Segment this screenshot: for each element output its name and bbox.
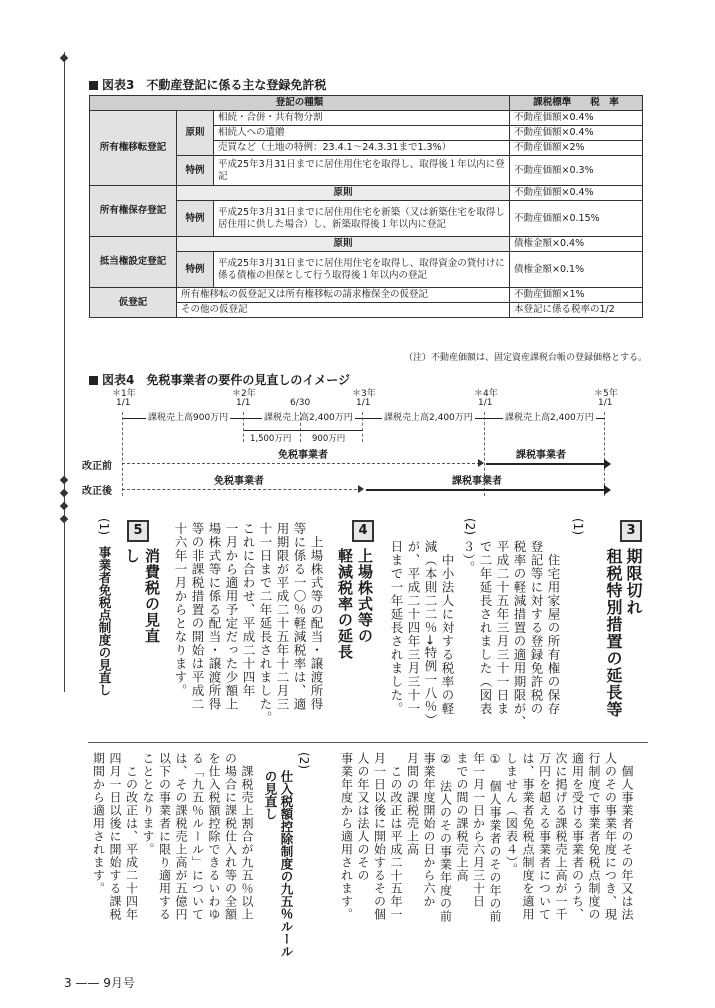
rate-preservation-special: 不動産価額×0.15%: [510, 201, 643, 237]
rate-mortgage-special: 債権金額×0.1%: [510, 252, 643, 288]
exempt-before-label: 免税事業者: [278, 450, 328, 461]
section3-para2: 中小法人に対する税率の軽 減（本則二二％→特例一八％） が、平成二十四年三月三十一 日まで一年延長されました。: [389, 540, 455, 727]
figure3-title: 図表3 不動産登記に係る主な登録免許税: [89, 76, 326, 93]
figure3-note: （注）不動産価額は、固定資産課税台帳の登録価格とする。: [404, 353, 648, 363]
section5-para2-body: 課税売上割合が九五％以上 の場合に課税仕入れ等の全額 を仕入税額控除できるいわゆ る「九五％ルール」について は、その課税売上高が五億円 以下の事業者に限り適用する こととなります。 この改正は、平成二十四年 四月一日以後に開始する課税 期間から適用されます。: [91, 752, 254, 921]
taxable-before-arrow: [604, 459, 611, 469]
taxable-after-arrow: [604, 485, 611, 495]
issue-label: 9月号: [103, 976, 135, 990]
category-mortgage: 抵当権設定登記: [90, 237, 177, 288]
section5-subtitle: 事業者免税点制度の見直し: [97, 546, 112, 696]
after-reform-label: 改正後: [82, 486, 112, 497]
tick-year5: [604, 412, 605, 496]
rate-preservation: 不動産価額×0.4%: [510, 186, 643, 201]
first-half-sales: 1,500万円: [250, 434, 292, 444]
subcat-principle: 原則: [177, 237, 510, 252]
taxable-after-line: [366, 489, 604, 491]
tick-year1: [122, 412, 123, 496]
row-mortgage-special: 平成25年3月31日までに居住用住宅を取得し、取得資金の貸付けに係る債権の担保として行う取得後１年以内の登記: [214, 252, 510, 288]
subcat-principle: 原則: [177, 111, 214, 156]
split-bracket-1: [244, 430, 300, 431]
header-kind: 登記の種類: [90, 96, 510, 111]
section4-number: 4: [352, 520, 374, 542]
subcat-special: 特例: [177, 252, 214, 288]
rate-sale: 不動産価額×2%: [510, 141, 643, 156]
section4-body: 上場株式等の配当・譲渡所得 等に係る一〇％軽減税率は、適 用期限が平成二十五年十二月三 十一日まで二年延長されました。 これに合わせ、平成二十四年 一月から適用予定だった少額上 場株式等に係る配当・譲渡所得 等の非課税措置の開始は平成二 十六年一月からとなります。: [173, 522, 324, 725]
footer-dash: ——: [75, 976, 100, 990]
row-preservation-special: 平成25年3月31日までに居住用住宅を新築（又は新築住宅を取得し居住用に供した場合）し、新築取得後１年以内に登記: [214, 201, 510, 237]
year2-label: ＊2年: [232, 389, 256, 399]
rate-transfer-special: 不動産価額×0.3%: [510, 156, 643, 186]
subcat-special: 特例: [177, 201, 214, 237]
header-rate: 課税標準 税 率: [510, 96, 643, 111]
mid-date: 6/30: [290, 398, 311, 408]
section3-number: 3: [620, 520, 642, 542]
sales-year2: 課税売上高2,400万円: [262, 410, 355, 423]
section5-number: 5: [127, 520, 149, 542]
exempt-after-line: [122, 489, 362, 490]
section5-title: 消費税の見直し: [123, 548, 161, 644]
row-transfer-special: 平成25年3月31日までに居住用住宅を取得し、取得後１年以内に登記: [214, 156, 510, 186]
year1-date: 1/1: [116, 398, 131, 408]
section5-subtitle2: 仕入税額控除制度の九五％ルールの見直し: [263, 770, 294, 958]
margin-diamond: [60, 515, 68, 523]
rate-provisional-transfer: 不動産価額×1%: [510, 288, 643, 303]
rate-mortgage: 債権金額×0.4%: [510, 237, 643, 252]
para-marker: (1): [97, 518, 111, 535]
year3-date: 1/1: [356, 398, 371, 408]
subcat-principle: 原則: [177, 186, 510, 201]
tick-year2: [243, 412, 244, 442]
taxable-before-line: [486, 463, 604, 465]
figure4-title: 図表4 免税事業者の要件の見直しのイメージ: [89, 371, 350, 388]
section5-para1-body: 個人事業者のその年又は法 人のその事業年度につき、現 行制度で事業者免税点制度の 適用を受ける事業者のうち、 次に掲げる課税売上高が一千 万円を超える事業者について は、事業者免税点制度を適用 しません（図表４）。 ① 個人事業者のその年の前 年一月一日から六月三十日 までの間の課税売上高 ② 法人のその事業年度の前 事業年度開始の日から六か 月間の課税売上高 この改正は平成二十五年一 月一日以後に開始するその個 人の年又は法人のその 事業年度から適用されます。: [339, 752, 634, 923]
exempt-before-arrow: [478, 459, 484, 467]
category-provisional: 仮登記: [90, 288, 177, 318]
page-number: 3: [64, 976, 72, 990]
taxable-after-label: 課税事業者: [452, 476, 502, 487]
year1-label: ＊1年: [112, 389, 136, 399]
row-provisional-other: その他の仮登記: [177, 303, 510, 318]
row-inheritance: 相続・合併・共有物分割: [214, 111, 510, 126]
section4-title: 上場株式等の 軽減税率の延長: [336, 548, 374, 660]
rate-inheritance: 不動産価額×0.4%: [510, 111, 643, 126]
sales-year3: 課税売上高2,400万円: [382, 410, 475, 423]
rate-provisional-other: 本登記に係る税率の1/2: [510, 303, 643, 318]
subcat-special: 特例: [177, 156, 214, 186]
para-marker: (2): [463, 518, 477, 535]
section3-para1: 住宅用家屋の所有権の保存 登記等に対する登録免許税の 税率の軽減措置の適用期限が、 平成二十五年三月三十一日ま で二年延長されました（図表 ３）。: [461, 540, 561, 729]
sales-year4: 課税売上高2,400万円: [503, 410, 596, 423]
year5-date: 1/1: [598, 398, 613, 408]
tick-year3: [362, 412, 363, 442]
taxable-before-label: 課税事業者: [516, 450, 566, 461]
before-reform-label: 改正前: [82, 461, 112, 472]
year5-label: ＊5年: [594, 389, 618, 399]
split-bracket-2: [300, 430, 362, 431]
exempt-after-label: 免税事業者: [214, 476, 264, 487]
sales-year1: 課税売上高900万円: [146, 410, 230, 423]
margin-diamond: [60, 489, 68, 497]
column-separator: [88, 742, 648, 743]
row-sale: 売買など（土地の特例：23.4.1～24.3.31まで1.3%）: [214, 141, 510, 156]
row-bequest: 相続人への遺贈: [214, 126, 510, 141]
tick-mid: [300, 412, 301, 442]
second-half-sales: 900万円: [312, 434, 346, 444]
margin-rule: [64, 52, 65, 692]
registration-tax-table: [89, 95, 643, 318]
year2-date: 1/1: [236, 398, 251, 408]
year4-date: 1/1: [478, 398, 493, 408]
year3-label: ＊3年: [352, 389, 376, 399]
category-preservation: 所有権保存登記: [90, 186, 177, 237]
rate-bequest: 不動産価額×0.4%: [510, 126, 643, 141]
margin-diamond: [60, 476, 68, 484]
exempt-after-arrow: [358, 485, 364, 493]
para-marker: (2): [297, 752, 311, 769]
margin-diamond: [60, 502, 68, 510]
page-footer: [64, 974, 135, 991]
margin-diamond: [60, 54, 68, 62]
category-transfer: 所有権移転登記: [90, 111, 177, 186]
para-marker: (1): [571, 518, 585, 535]
exempt-before-line: [122, 463, 480, 464]
row-provisional-transfer: 所有権移転の仮登記又は所有権移転の請求権保全の仮登記: [177, 288, 510, 303]
section3-title: 期限切れ 租税特別措置の延長等: [604, 548, 643, 718]
year4-label: ＊4年: [474, 389, 498, 399]
